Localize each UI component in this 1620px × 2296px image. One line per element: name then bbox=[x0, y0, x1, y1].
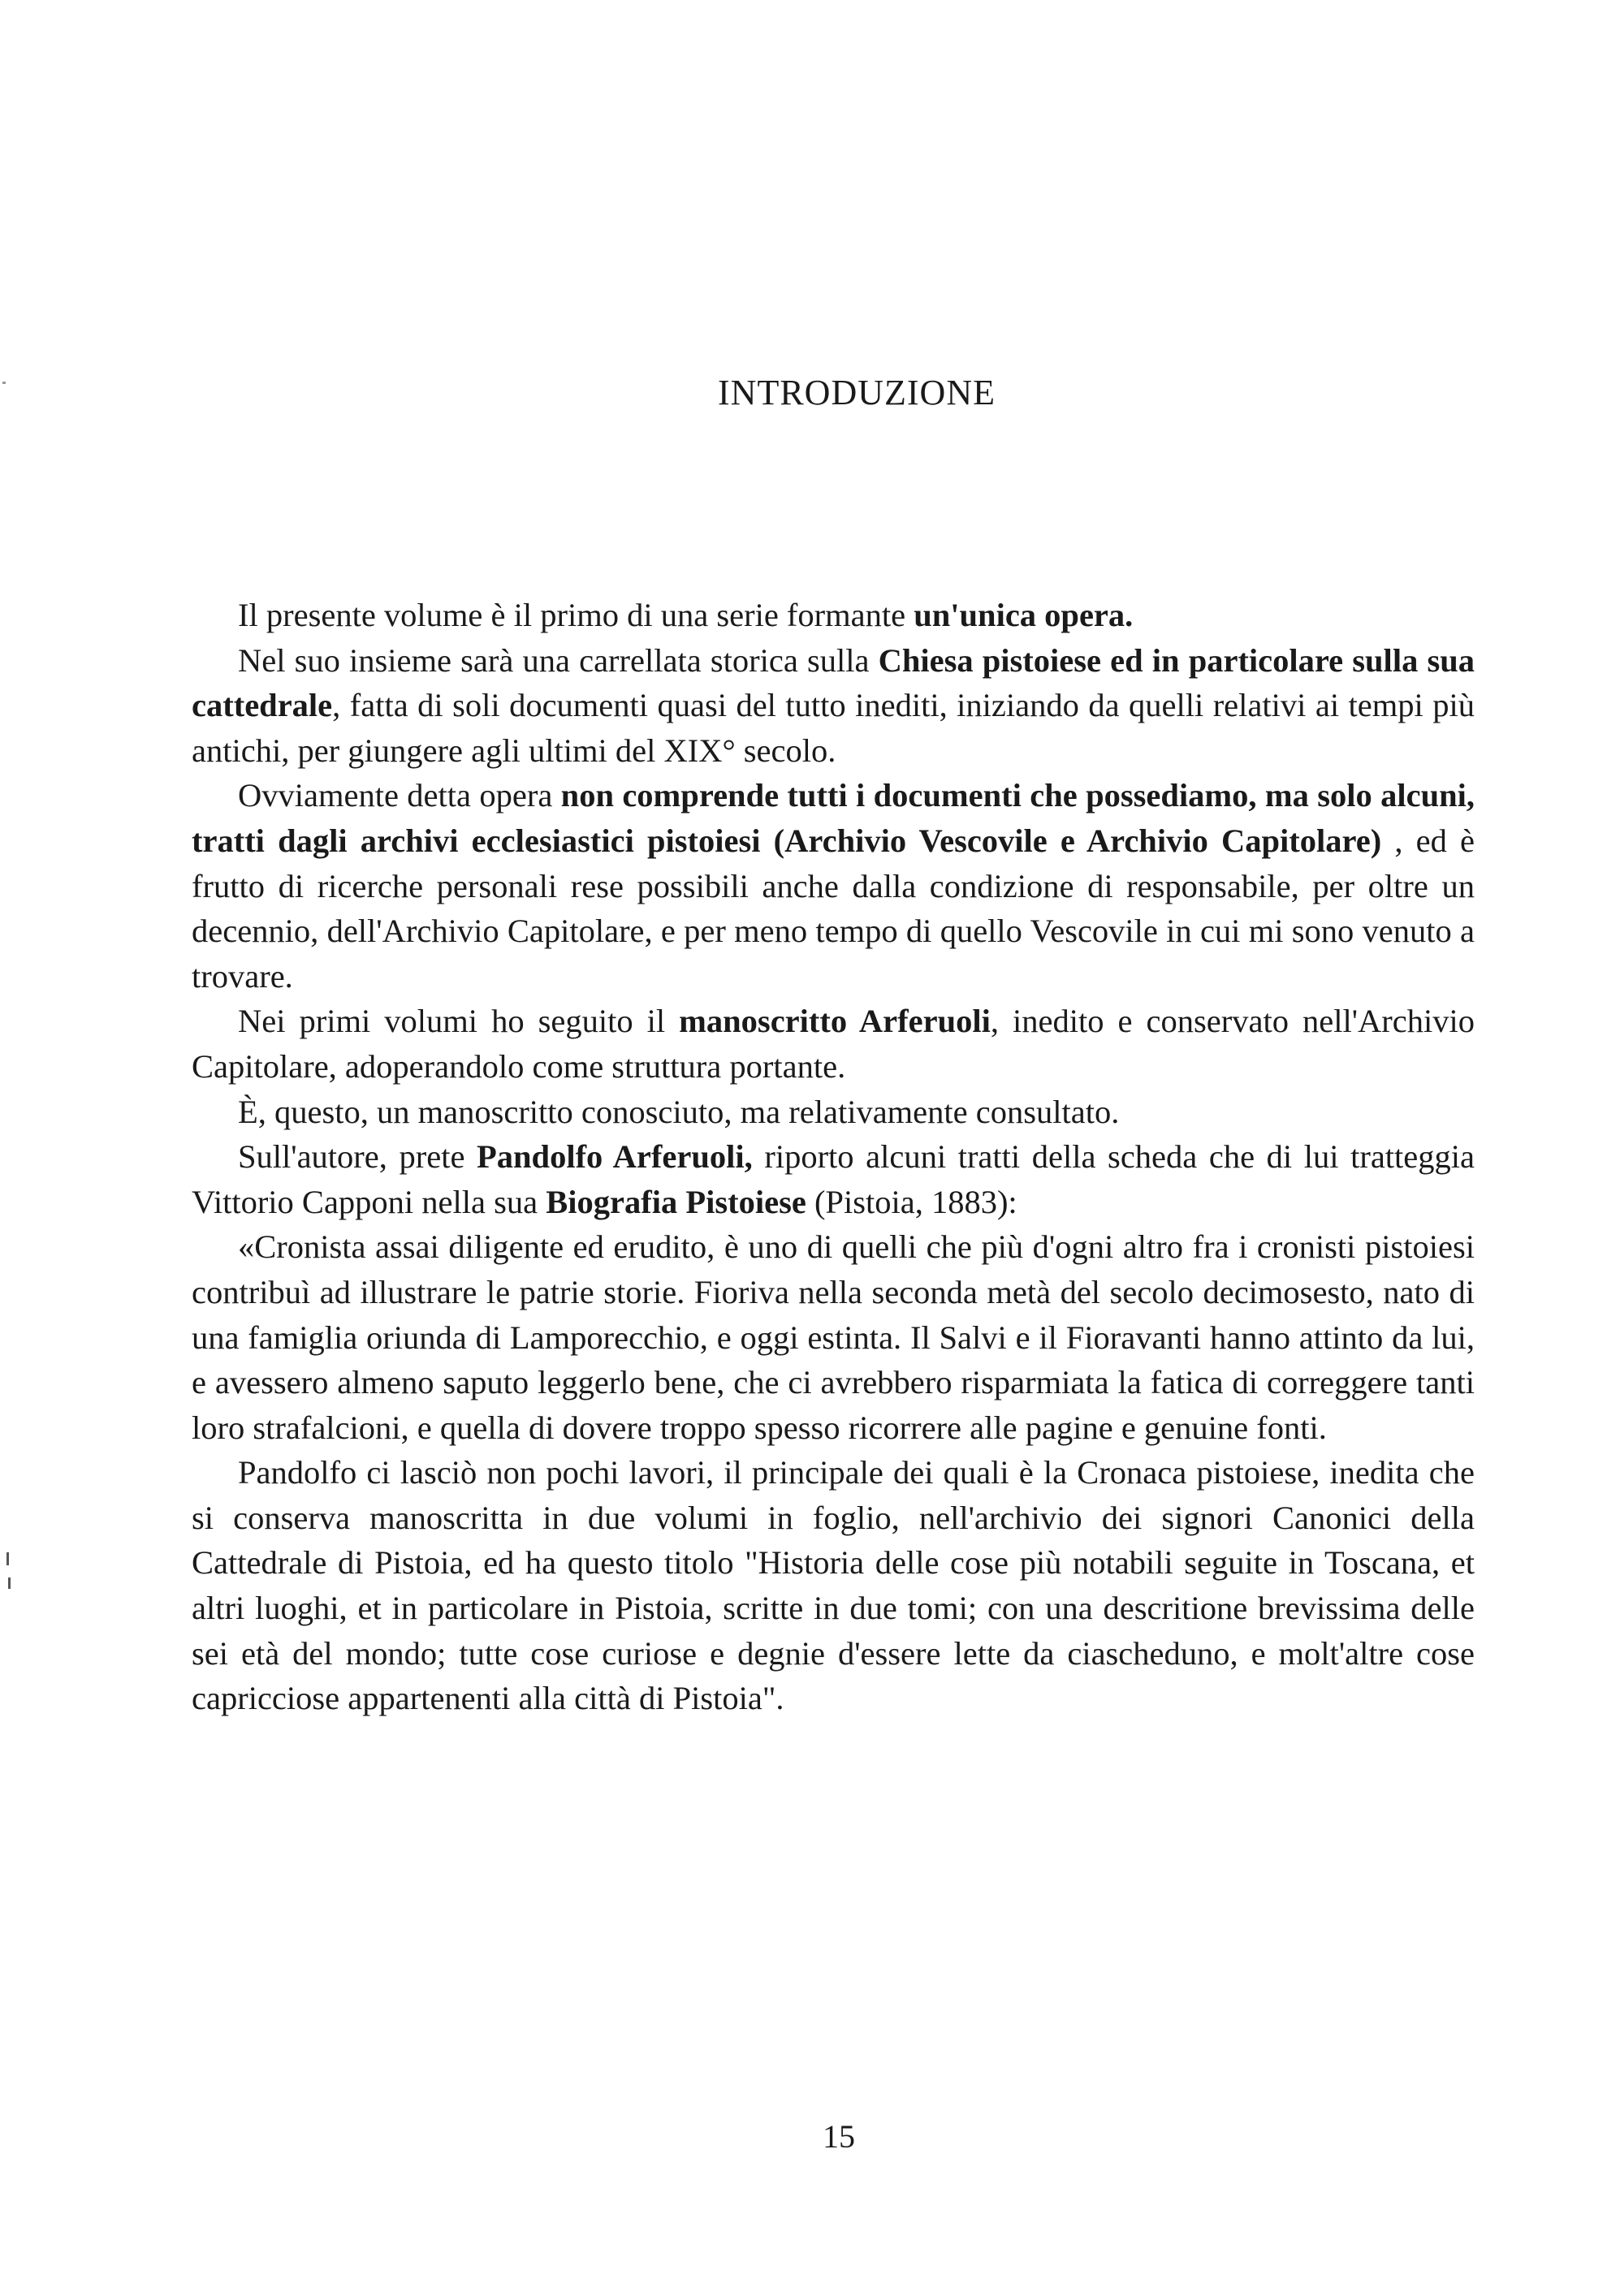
paragraph-3 bbox=[192, 773, 1475, 999]
paragraph-1-text-1: Il presente volume è il primo di una serie formante bbox=[238, 597, 914, 633]
paragraph-6-text-2: riporto alcuni tratti della scheda che di lui tratteggia Vittorio Capponi nella sua bbox=[192, 1138, 1475, 1220]
paragraph-6-text-1: Sull'autore, prete bbox=[238, 1138, 477, 1176]
page-title: INTRODUZIONE bbox=[718, 373, 996, 412]
paragraph-3-text-1: Ovviamente detta opera bbox=[238, 777, 561, 814]
paragraph-2-text-2: , fatta di soli documenti quasi del tutto inediti, iniziando da quelli relativi ai tempi più antichi, per giungere agli ultimi del XIX° secolo. bbox=[192, 687, 1475, 769]
paragraph-1-bold-1: un'unica opera. bbox=[914, 597, 1134, 633]
scan-speck bbox=[8, 1577, 11, 1589]
body-text bbox=[192, 593, 1475, 1721]
paragraph-3-bold-1: non comprende tutti i documenti che possediamo, ma solo alcuni, tratti dagli archivi ecclesiastici pistoiesi (Archivio Vescovile e Archivio Capitolare) bbox=[192, 777, 1475, 859]
paragraph-6-bold-1: Pandolfo Arferuoli, bbox=[477, 1138, 753, 1176]
paragraph-7-quote bbox=[192, 1224, 1475, 1450]
paragraph-1 bbox=[192, 593, 1475, 638]
scan-speck bbox=[2, 382, 6, 384]
page-number: 15 bbox=[823, 2118, 855, 2155]
paragraph-6-bold-2: Biografia Pistoiese bbox=[546, 1183, 806, 1220]
paragraph-6-text-3: (Pistoia, 1883): bbox=[806, 1183, 1017, 1220]
paragraph-2-bold-1: Chiesa pistoiese ed in particolare sulla sua cattedrale bbox=[192, 641, 1475, 724]
paragraph-2-text-1: Nel suo insieme sarà una carrellata storica sulla bbox=[238, 641, 879, 679]
paragraph-8 bbox=[192, 1450, 1475, 1721]
paragraph-7-text-1: «Cronista assai diligente ed erudito, è uno di quelli che più d'ogni altro fra i cronisti pistoiesi contribuì ad illustrare le patrie storie. Fioriva nella seconda metà del secolo decimosesto, nato di una famiglia oriunda di Lamporecchio, e oggi estinta. Il Salvi e il Fioravanti hanno attinto da lui, e avessero almeno saputo leggerlo bene, che ci avrebbero risparmiata la fatica di correggere tanti loro strafalcioni, e quella di dovere troppo spesso ricorrere alle pagine e genuine fonti. bbox=[192, 1228, 1475, 1446]
paragraph-3-text-2: , ed è frutto di ricerche personali rese possibili anche dalla condizione di responsabile, per oltre un decennio, dell'Archivio Capitolare, e per meno tempo di quello Vescovile in cui mi sono venuto a trovare. bbox=[192, 822, 1475, 995]
paragraph-2 bbox=[192, 638, 1475, 774]
paragraph-4-text-2: , inedito e conservato nell'Archivio Capitolare, adoperandolo come struttura portante. bbox=[192, 1003, 1475, 1085]
scan-speck bbox=[6, 1552, 9, 1565]
paragraph-4-text-1: Nei primi volumi ho seguito il bbox=[238, 1003, 680, 1040]
paragraph-4 bbox=[192, 999, 1475, 1089]
paragraph-4-bold-1: manoscritto Arferuoli bbox=[679, 1003, 991, 1040]
paragraph-8-text-1: Pandolfo ci lasciò non pochi lavori, il principale dei quali è la Cronaca pistoiese, inedita che si conserva manoscritta in due volumi in foglio, nell'archivio dei signori Canonici della Cattedrale di Pistoia, ed ha questo titolo "Historia delle cose più notabili seguite in Toscana, et altri luoghi, et in particolare in Pistoia, scritte in due tomi; con una descritione brevissima delle sei età del mondo; tutte cose curiose e degnie d'essere lette da ciascheduno, e molt'altre cose capricciose appartenenti alla città di Pistoia". bbox=[192, 1454, 1475, 1717]
paragraph-5-text-1: È, questo, un manoscritto conosciuto, ma relativamente consultato. bbox=[238, 1093, 1120, 1130]
paragraph-6 bbox=[192, 1134, 1475, 1224]
paragraph-5 bbox=[192, 1090, 1475, 1135]
